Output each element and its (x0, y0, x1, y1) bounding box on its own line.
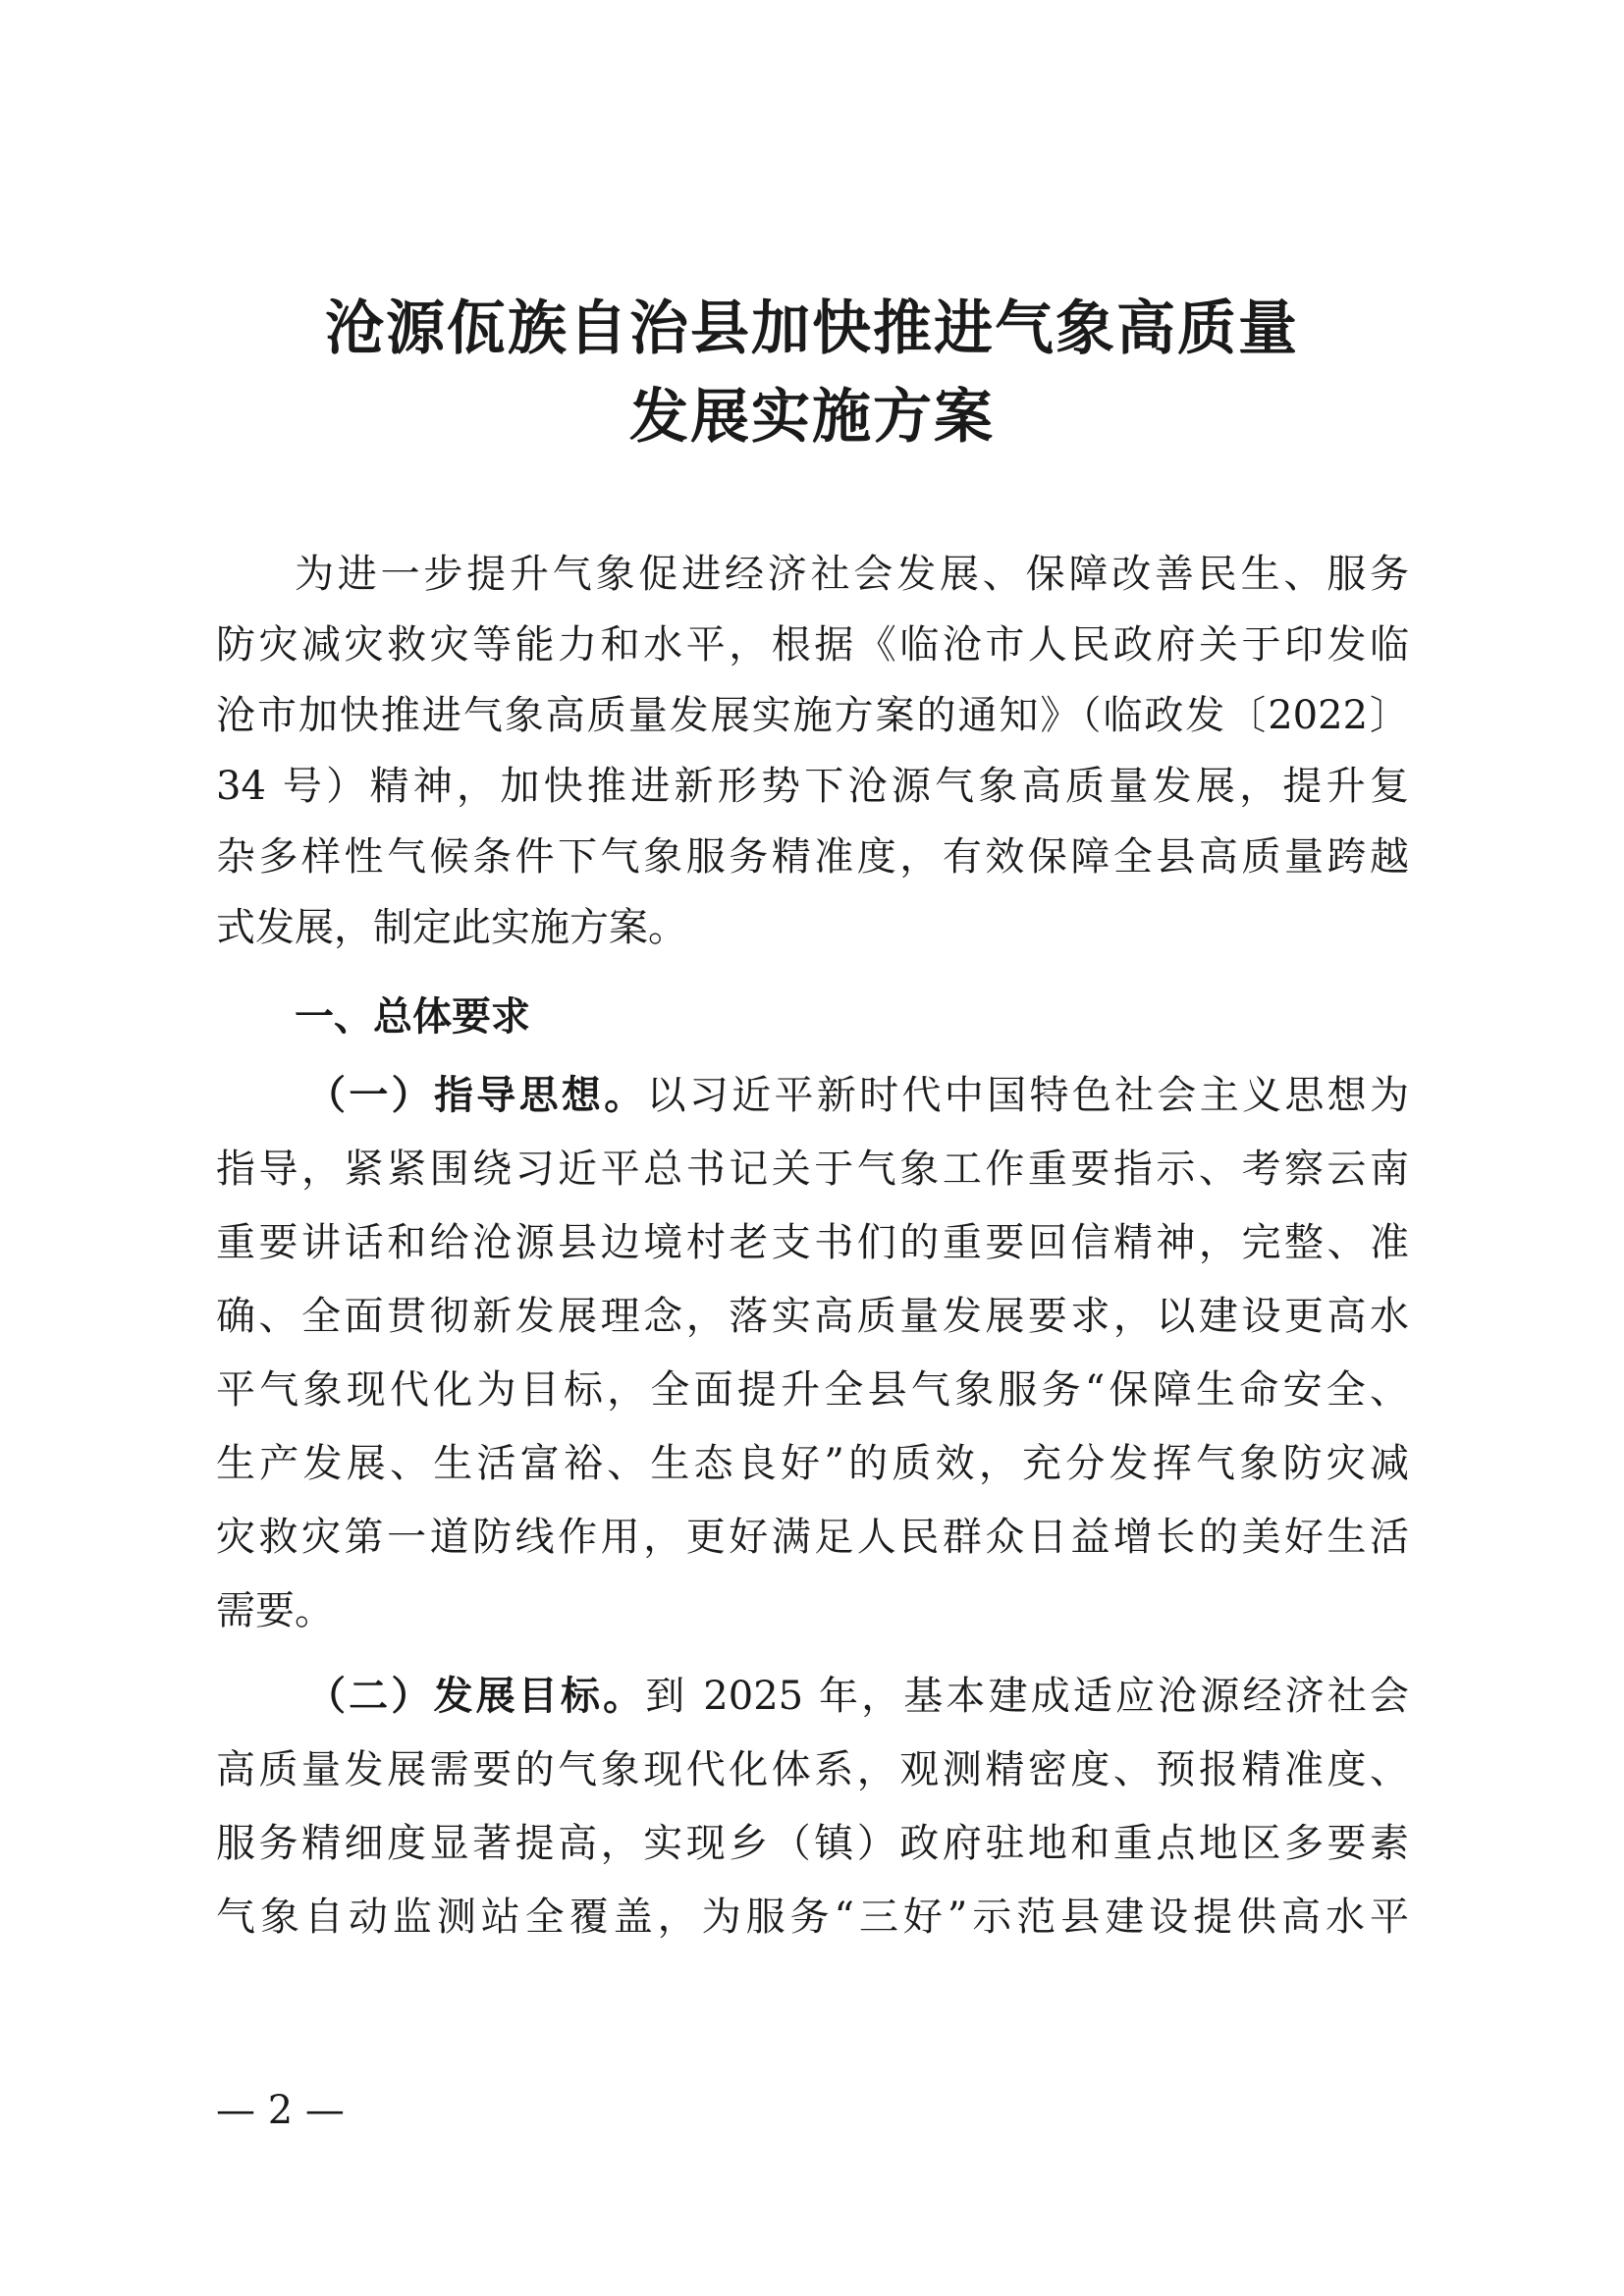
intro-line-3: 沧市加快推进气象高质量发展实施方案的通知》（临政发〔2022〕 (216, 693, 1409, 738)
intro-line-5: 杂多样性气候条件下气象服务精准度，有效保障全县高质量跨越 (216, 834, 1409, 880)
subsection-1-first-line-text: 以习近平新时代中国特色社会主义思想为 (646, 1073, 1410, 1118)
subsection-2-first-line (306, 1661, 1409, 1732)
subsection-2-line-3: 服务精细度显著提高，实现乡（镇）政府驻地和重点地区多要素 (216, 1821, 1409, 1866)
subsection-1-line-3: 重要讲话和给沧源县边境村老支书们的重要回信精神，完整、准 (216, 1220, 1409, 1265)
page-number: — 2 — (216, 2088, 345, 2133)
intro-line-4: 34 号）精神，加快推进新形势下沧源气象高质量发展，提升复 (216, 764, 1409, 809)
subsection-1-line-2: 指导，紧紧围绕习近平总书记关于气象工作重要指示、考察云南 (216, 1147, 1409, 1192)
subsection-1-first-line (306, 1060, 1409, 1131)
intro-line-1: 为进一步提升气象促进经济社会发展、保障改善民生、服务 (295, 552, 1409, 597)
subsection-1-line-6: 生产发展、生活富裕、生态良好”的质效，充分发挥气象防灾减 (216, 1441, 1409, 1486)
subsection-2-first-line-text: 到 2025 年，基本建成适应沧源经济社会 (645, 1674, 1410, 1719)
subsection-2-line-2: 高质量发展需要的气象现代化体系，观测精密度、预报精准度、 (216, 1747, 1409, 1792)
subsection-1-line-7: 灾救灾第一道防线作用，更好满足人民群众日益增长的美好生活 (216, 1515, 1409, 1560)
subsection-2-line-4: 气象自动监测站全覆盖，为服务“三好”示范县建设提供高水平 (216, 1895, 1409, 1940)
document-title-line-1: 沧源佤族自治县加快推进气象高质量 (325, 294, 1299, 363)
section-heading-general-requirements: 一、总体要求 (295, 994, 530, 1040)
subsection-2-heading: （二）发展目标。 (306, 1674, 646, 1719)
subsection-1-line-8: 需要。 (216, 1588, 334, 1633)
subsection-1-heading: （一）指导思想。 (306, 1073, 647, 1118)
intro-line-6: 式发展，制定此实施方案。 (216, 905, 687, 950)
subsection-1-line-5: 平气象现代化为目标，全面提升全县气象服务“保障生命安全、 (216, 1367, 1409, 1413)
document-title-line-2: 发展实施方案 (629, 383, 995, 452)
subsection-1-line-4: 确、全面贯彻新发展理念，落实高质量发展要求，以建设更高水 (216, 1294, 1409, 1339)
intro-line-2: 防灾减灾救灾等能力和水平，根据《临沧市人民政府关于印发临 (216, 622, 1409, 667)
